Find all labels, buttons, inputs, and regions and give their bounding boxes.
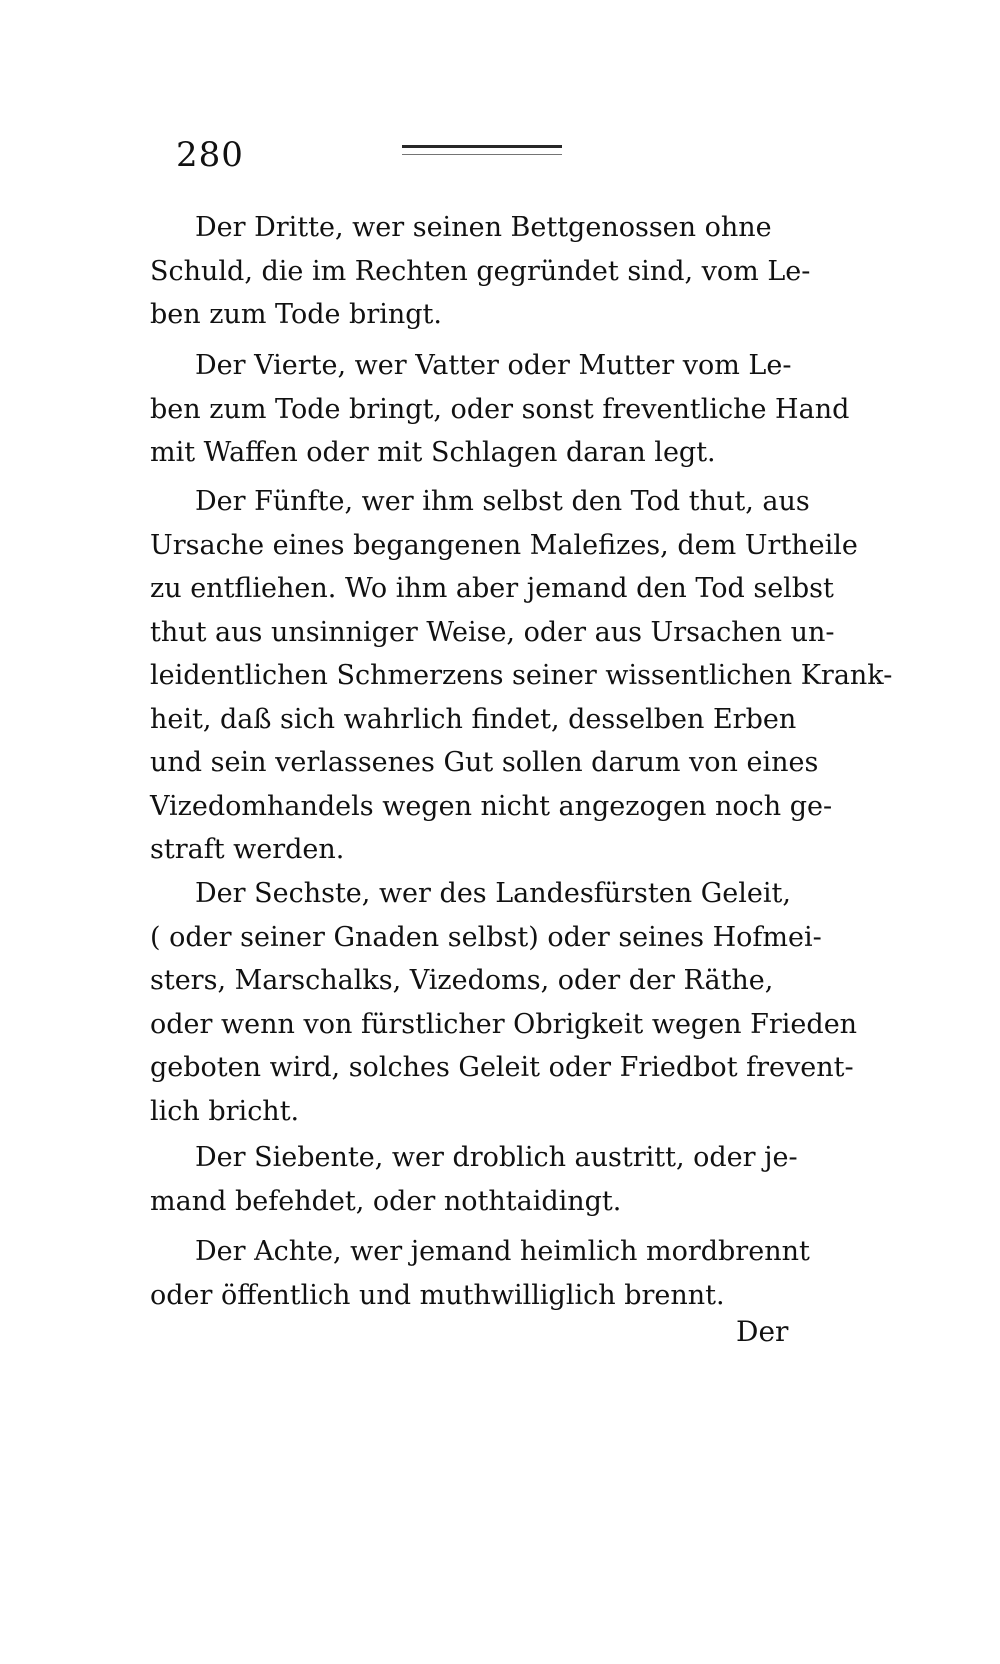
text-line: ben zum Tode bringt.	[150, 299, 442, 330]
text-line: und sein verlassenes Gut sollen darum von eines	[150, 747, 819, 778]
text-line: Der Siebente, wer droblich austritt, oder je-	[195, 1142, 798, 1173]
text-line: ben zum Tode bringt, oder sonst freventliche Hand	[150, 393, 850, 425]
paragraph-vierte	[150, 344, 850, 475]
text-line: Vizedomhandels wegen nicht angezogen noch ge-	[150, 790, 833, 822]
text-line: Ursache eines begangenen Malefizes, dem Urtheile	[150, 529, 858, 561]
text-line: ( oder seiner Gnaden selbst) oder seines Hofmei-	[150, 921, 822, 953]
paragraph-siebente	[150, 1136, 840, 1223]
text-line: Der Fünfte, wer ihm selbst den Tod thut, aus	[195, 486, 810, 517]
text-line: Der Dritte, wer seinen Bettgenossen ohne	[195, 212, 772, 243]
page-number: 280	[176, 135, 244, 175]
paragraph-achte	[150, 1230, 840, 1317]
text-line: oder wenn von fürstlicher Obrigkeit wegen Frieden	[150, 1008, 858, 1040]
text-line: zu entfliehen. Wo ihm aber jemand den Tod selbst	[150, 573, 834, 604]
text-line: mit Waffen oder mit Schlagen daran legt.	[150, 437, 716, 468]
paragraph-dritte	[150, 206, 840, 337]
text-line: Schuld, die im Rechten gegründet sind, vom Le-	[150, 255, 811, 287]
paragraph-fuenfte	[150, 480, 893, 872]
text-line: straft werden.	[150, 834, 345, 865]
text-line: mand befehdet, oder nothtaidingt.	[150, 1185, 622, 1217]
text-line: sters, Marschalks, Vizedoms, oder der Räthe,	[150, 965, 774, 996]
catchword: Der	[736, 1315, 789, 1348]
paragraph-sechste	[150, 872, 858, 1133]
text-line: thut aus unsinniger Weise, oder aus Ursachen un-	[150, 616, 835, 648]
text-line: lich bricht.	[150, 1095, 300, 1127]
text-line: heit, daß sich wahrlich findet, desselben Erben	[150, 703, 797, 735]
text-line: Der Achte, wer jemand heimlich mordbrennt	[195, 1236, 810, 1267]
text-line: leidentlichen Schmerzens seiner wissentlichen Krank-	[150, 660, 893, 691]
text-line: geboten wird, solches Geleit oder Friedbot frevent-	[150, 1052, 854, 1083]
text-line: Der Sechste, wer des Landesfürsten Geleit,	[195, 878, 791, 909]
text-line: oder öffentlich und muthwilliglich brennt.	[150, 1279, 725, 1311]
text-line: Der Vierte, wer Vatter oder Mutter vom Le-	[195, 350, 792, 381]
header-rule	[402, 145, 562, 155]
